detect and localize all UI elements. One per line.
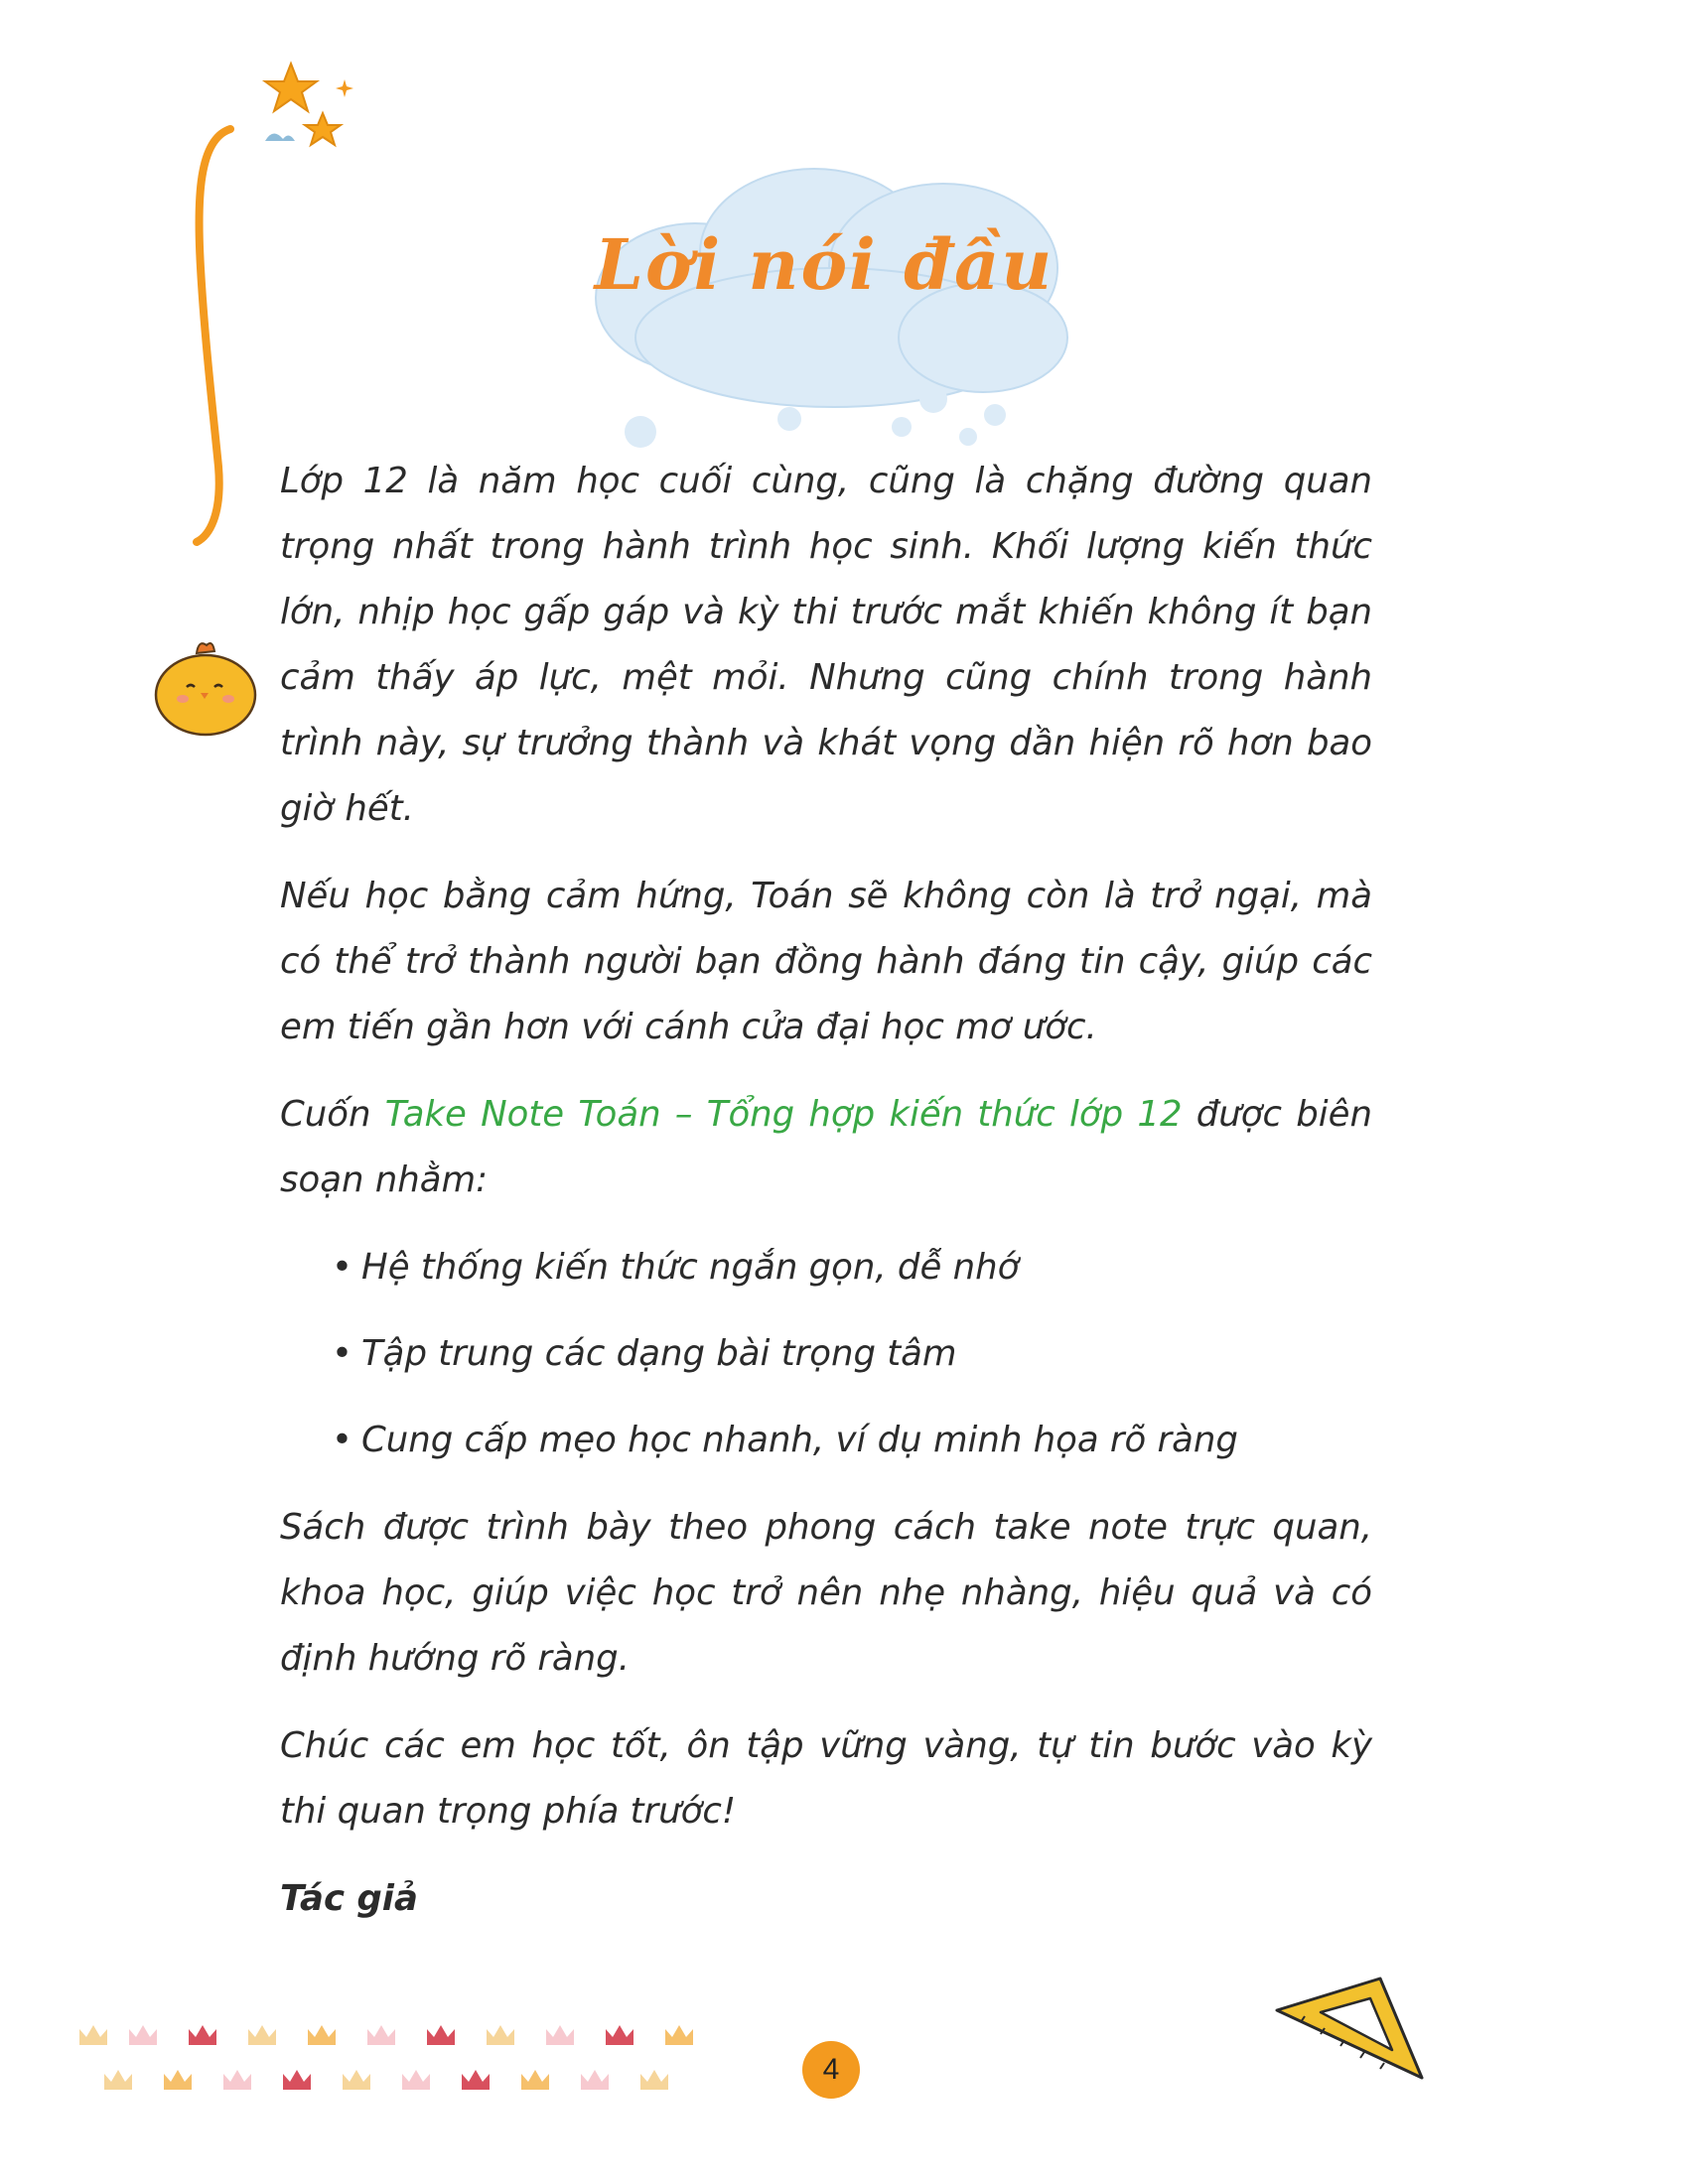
book-title-highlight: Take Note Toán – Tổng hợp kiến thức lớp 12 [384,1094,1183,1135]
paragraph-2: Nếu học bằng cảm hứng, Toán sẽ không còn là trở ngại, mà có thể trở thành người bạn đồng hành đáng tin cậy, giúp các em tiến gần hơn với cánh cửa đại học mơ ước. [280,876,1372,1047]
list-item: • Tập trung các dạng bài trọng tâm [332,1321,1372,1387]
bullet-dot: • [332,1420,352,1460]
chick-mascot-icon [149,635,263,740]
page-number-badge [802,2041,860,2099]
list-item: • Hệ thống kiến thức ngắn gọn, dễ nhớ [332,1235,1372,1300]
bullet-list [280,1235,1372,1473]
list-item: • Cung cấp mẹo học nhanh, ví dụ minh họa rõ ràng [332,1408,1372,1473]
crown-pattern-icon [70,2015,765,2124]
page-title: Lời nói đầu [594,223,1055,306]
paragraph-5: Chúc các em học tốt, ôn tập vững vàng, tự tin bước vào kỳ thi quan trọng phía trước! [280,1725,1372,1832]
paragraph-3-intro: Cuốn [280,1094,385,1135]
triangle-ruler-icon [1271,1971,1440,2090]
paragraph-3 [280,1082,1372,1213]
paragraph-4: Sách được trình bày theo phong cách take note trực quan, khoa học, giúp việc học trở nên nhẹ nhàng, hiệu quả và có định hướng rõ ràng. [280,1507,1372,1679]
page-number: 4 [822,2053,840,2086]
bullet-dot: • [332,1247,352,1288]
bullet-dot: • [332,1333,352,1374]
paragraph-3-rest: được biên soạn nhằm: [280,1094,1372,1200]
signature: Tác giả [280,1878,418,1919]
title-cloud-icon [586,159,1082,457]
preface-body [280,449,1372,1954]
paragraph-1: Lớp 12 là năm học cuối cùng, cũng là chặng đường quan trọng nhất trong hành trình học sinh. Khối lượng kiến thức lớn, nhịp học gấp gáp và kỳ thi trước mắt khiến không ít bạn cảm thấy áp lực, mệt mỏi. Nhưng cũng chính trong hành trình này, sự trưởng thành và khát vọng dần hiện rõ hơn bao giờ hết. [280,461,1372,829]
orange-squiggle-line-icon [179,109,258,556]
star-cluster-icon [253,60,362,159]
